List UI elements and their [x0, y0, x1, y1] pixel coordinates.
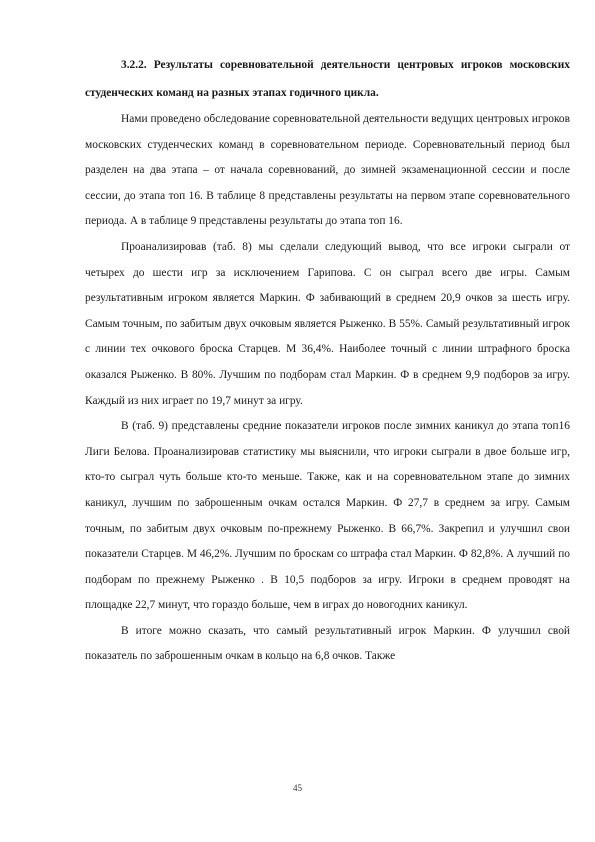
page-content — [85, 52, 570, 670]
paragraph-table9-analysis: В (таб. 9) представлены средние показатели игроков после зимних каникул до этапа топ16 Лиги Белова. Проанализировав статистику мы выяснили, что игроки сыграли в двое больше игр, кто-то сыграл чуть больше кто-то меньше. Также, как и на соревновательном этапе до зимних каникул, лучшим по заброшенным очкам остался Маркин. Ф 27,7 в среднем за игру. Самым точным, по забитым двух очковым по-прежнему Рыженко. В 66,7%. Закрепил и улучшил свои показатели Старцев. М 46,2%. Лучшим по броскам со штрафа стал Маркин. Ф 82,8%. А лучший по подборам по прежнему Рыженко . В 10,5 подборов за игру. Игроки в среднем проводят на площадке 22,7 минут, что гораздо больше, чем в играх до новогодних каникул. — [85, 420, 570, 612]
page-number: 45 — [293, 783, 302, 793]
paragraph-intro: Нами проведено обследование соревновательной деятельности ведущих центровых игроков московских студенческих команд в соревновательном периоде. Соревновательный период был разделен на два этапа – от начала соревнований, до зимней экзаменационной сессии и после сессии, до этапа топ 16. В таблице 8 представлены результаты на первом этапе соревновательного периода. А в таблице 9 представлены результаты до этапа топ 16. — [85, 113, 570, 228]
paragraph-conclusion: В итоге можно сказать, что самый результативный игрок Маркин. Ф улучшил свой показатель по заброшенным очкам в кольцо на 6,8 очков. Также — [85, 624, 570, 663]
paragraph-table8-analysis: Проанализировав (таб. 8) мы сделали следующий вывод, что все игроки сыграли от четырех до шести игр за исключением Гарипова. С он сыграл всего две игры. Самым результативным игроком является Маркин. Ф забивающий в среднем 20,9 очков за шесть игру. Самым точным, по забитым двух очковым является Рыженко. В 55%. Самый результативный игрок с линии тех очкового броска Старцев. М 36,4%. Наиболее точный с линии штрафного броска оказался Рыженко. В 80%. Лучшим по подборам стал Маркин. Ф в среднем 9,9 подборов за игру. Каждый из них играет по 19,7 минут за игру. — [85, 240, 570, 407]
section-heading: 3.2.2. Результаты соревновательной деятельности центровых игроков московских студенческих команд на разных этапах годичного цикла. — [85, 59, 570, 99]
